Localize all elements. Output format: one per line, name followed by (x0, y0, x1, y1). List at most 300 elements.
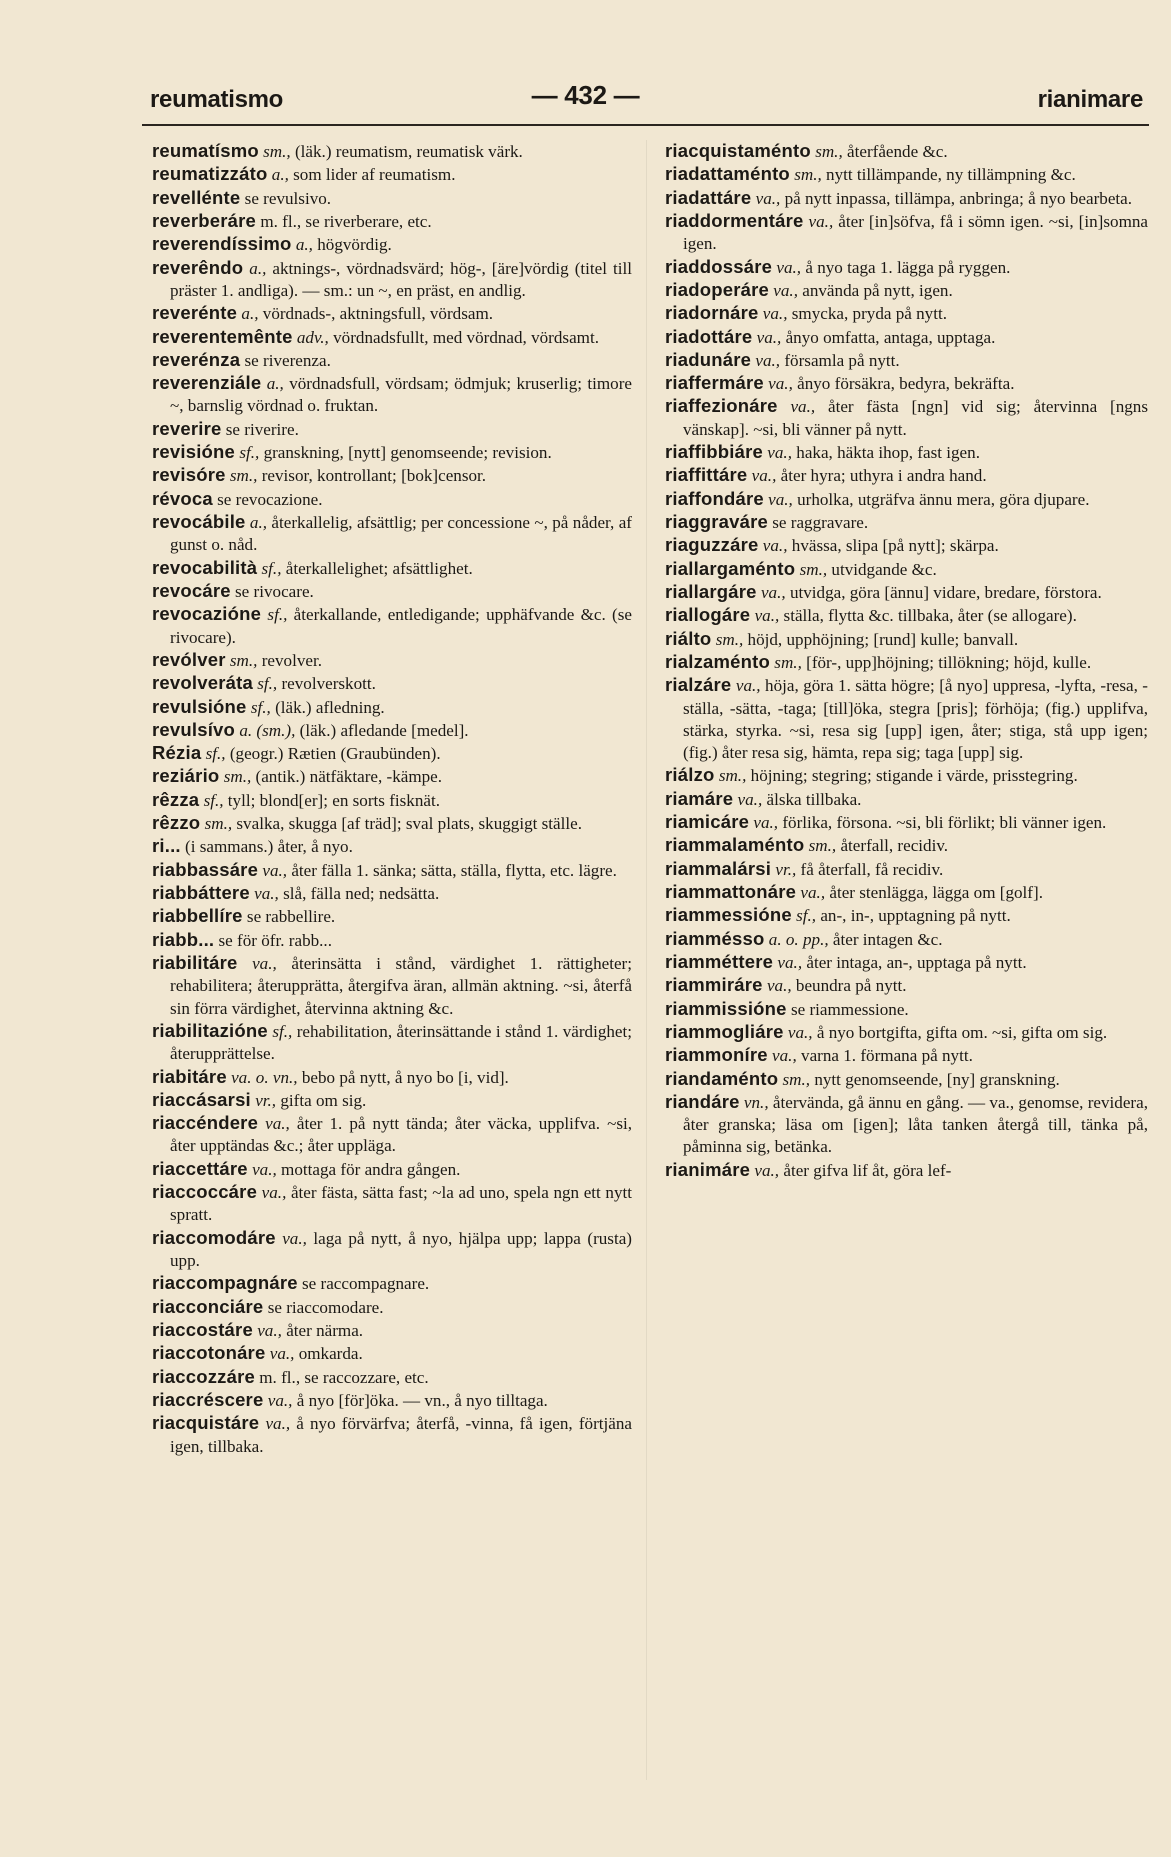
definition: åter närma. (286, 1320, 364, 1340)
headword: riammalársi (665, 857, 772, 879)
headword: revocabilità (152, 556, 258, 578)
definition: å nyo [för]öka. — vn., å nyo tilltaga. (296, 1390, 548, 1410)
page-number: — 432 — (531, 80, 640, 110)
headword: reverénza (152, 348, 241, 370)
grammar-label: va., (768, 374, 793, 394)
definition: se rabbellire. (246, 907, 336, 927)
dictionary-entry (665, 395, 1148, 441)
definition: (läk.) afledande [medel]. (299, 720, 469, 740)
grammar-label: va., (790, 397, 816, 417)
headword: riadottáre (665, 325, 753, 347)
grammar-label: va., (252, 953, 277, 973)
dictionary-entry (665, 604, 1148, 627)
headword: rianimáre (665, 1158, 751, 1180)
dictionary-entry (152, 1112, 632, 1158)
headword: riaccásarsi (152, 1088, 251, 1110)
grammar-label: va., (252, 1159, 277, 1179)
grammar-label: va., (265, 1414, 291, 1434)
dictionary-entry (152, 488, 632, 511)
dictionary-entry (665, 163, 1148, 186)
definition: återfående &c. (847, 142, 948, 161)
definition: nytt tillämpande, ny tillämpning &c. (826, 165, 1076, 185)
dictionary-entry (152, 187, 632, 210)
grammar-label: va., (766, 976, 792, 996)
definition: åter gifva lif åt, göra lef- (783, 1160, 952, 1180)
grammar-label: sm., (815, 142, 843, 161)
dictionary-entry (152, 326, 632, 349)
definition: smycka, pryda på nytt. (791, 304, 947, 324)
grammar-label: a., (266, 374, 284, 394)
dictionary-entry (665, 881, 1148, 904)
grammar-label: va., (262, 860, 288, 880)
headword: riammissióne (665, 997, 787, 1019)
definition: se rivocare. (235, 581, 314, 601)
definition: urholka, utgräfva ännu mera, göra djupare. (797, 489, 1090, 509)
right-column (665, 140, 1148, 1182)
grammar-label: va., (269, 1344, 295, 1364)
headword: revocazióne (152, 603, 262, 625)
grammar-label: sm., (229, 650, 258, 670)
definition: som lider af reumatism. (293, 165, 456, 185)
header-rule (142, 124, 1149, 126)
headword: riadornáre (665, 302, 759, 324)
definition: utvidgande &c. (831, 559, 937, 579)
dictionary-entry (152, 1389, 632, 1412)
definition: höjning; stegring; stigande i värde, prisstegring. (750, 766, 1078, 786)
dictionary-entry (665, 1159, 1148, 1182)
grammar-label: va., (787, 1022, 813, 1042)
dictionary-entry (152, 812, 632, 835)
headword: riabbellíre (152, 905, 243, 927)
definition: vördnadsfullt, med vördnad, vördsamt. (333, 327, 599, 347)
grammar-label: sf., (272, 1021, 293, 1041)
grammar-label: sf., (257, 674, 278, 694)
headword: revolveráta (152, 672, 253, 694)
headword: riálzo (665, 764, 715, 786)
headword: reverire (152, 417, 222, 439)
dictionary-entry (665, 256, 1148, 279)
headword: riallogáre (665, 604, 751, 626)
definition: aktnings-, vördnadsvärd; hög-, [äre]vördig (titel till präster 1. andliga). — sm.: un ~, en präst, en andlig. (170, 258, 632, 300)
definition: se raggravare. (772, 513, 869, 532)
headword: reziário (152, 765, 220, 787)
headword: riamméssо (665, 927, 765, 949)
definition: ställa, flytta &c. tillbaka, åter (se allogare). (783, 606, 1077, 626)
headword: riammiráre (665, 974, 763, 996)
headword: riaccréscere (152, 1388, 264, 1410)
headword: revocáre (152, 579, 231, 601)
dictionary-entry (665, 951, 1148, 974)
headword: riaffezionáre (665, 395, 778, 417)
headword: riaccozzáre (152, 1365, 255, 1387)
headword: riacquistáre (152, 1412, 260, 1434)
headword: riabilitáre (152, 951, 238, 973)
headword: riamáre (665, 787, 734, 809)
grammar-label: sf., (239, 443, 260, 463)
definition: omkarda. (298, 1344, 363, 1364)
dictionary-entry (665, 488, 1148, 511)
dictionary-entry (665, 210, 1148, 256)
headword: riálto (665, 627, 712, 649)
grammar-label: va., (808, 211, 834, 231)
dictionary-entry (152, 557, 632, 580)
dictionary-entry (152, 1366, 632, 1389)
definition: slå, fälla ned; nedsätta. (283, 884, 440, 903)
definition: varna 1. förmana på nytt. (801, 1046, 973, 1066)
grammar-label: a. o. pp., (768, 929, 829, 949)
dictionary-entry (152, 372, 632, 418)
headword: reverentemênte (152, 325, 293, 347)
definition: [för-, upp]höjning; tillökning; höjd, kulle. (806, 652, 1092, 672)
definition: åter stenlägga, lägga om [golf]. (829, 883, 1043, 902)
dictionary-entry (152, 210, 632, 233)
definition: revolverskott. (281, 674, 376, 694)
dictionary-entry (665, 326, 1148, 349)
headword: riammessióne (665, 904, 792, 926)
grammar-label: sm., (808, 836, 837, 856)
headword: reverêndo (152, 256, 244, 278)
definition: vördnads-, aktningsfull, vördsam. (262, 304, 494, 324)
dictionary-entry (665, 441, 1148, 464)
headword: riaffermáre (665, 372, 764, 394)
grammar-label: sm., (223, 767, 252, 787)
dictionary-entry (152, 789, 632, 812)
running-head-left: reumatismo (150, 86, 284, 113)
dictionary-entry (152, 835, 632, 858)
definition: nytt genomseende, [ny] granskning. (814, 1069, 1060, 1089)
headword: riamicáre (665, 811, 750, 833)
dictionary-entry (665, 858, 1148, 881)
headword: riabb... (152, 928, 215, 950)
definition: (läk.) afledning. (275, 697, 385, 717)
grammar-label: va., (755, 188, 781, 208)
grammar-label: va., (282, 1228, 307, 1248)
dictionary-entry (152, 1342, 632, 1365)
definition: vördnadsfull, vördsam; ödmjuk; kruserlig; timore ~, barnslig vördnad o. fruktan. (170, 374, 632, 416)
dictionary-entry (665, 628, 1148, 651)
definition: m. fl., se riverberare, etc. (260, 211, 432, 231)
headword: rialzáre (665, 674, 732, 696)
definition: laga på nytt, å nyo, hjälpa upp; lappa (rusta) upp. (170, 1228, 632, 1270)
grammar-label: sm., (799, 559, 828, 579)
headword: riallargáre (665, 580, 757, 602)
grammar-label: va., (762, 536, 788, 556)
headword: revellénte (152, 186, 241, 208)
definition: församla på nytt. (784, 350, 900, 370)
grammar-label: va. o. vn., (231, 1067, 298, 1087)
grammar-label: vr., (775, 859, 797, 879)
headword: riacconciáre (152, 1295, 264, 1317)
definition: återfall, recidiv. (840, 836, 949, 856)
definition: utvidga, göra [ännu] vidare, bredare, förstora. (789, 582, 1102, 602)
headword: revulsióne (152, 695, 247, 717)
headword: riaddossáre (665, 255, 773, 277)
headword: riammogliáre (665, 1020, 784, 1042)
definition: åter intaga, an-, upptaga på nytt. (806, 952, 1027, 972)
dictionary-entry (665, 372, 1148, 395)
headword: riammattonáre (665, 881, 797, 902)
headword: riaccotonáre (152, 1342, 266, 1364)
headword: ri... (152, 835, 181, 857)
headword: riallargaménto (665, 557, 796, 579)
grammar-label: va., (800, 883, 826, 902)
grammar-label: sm., (229, 466, 258, 486)
dictionary-entry (665, 1021, 1148, 1044)
grammar-label: va., (776, 257, 802, 277)
definition: åter fästa, sätta fast; ~la ad uno, spela ngn ett nytt spratt. (170, 1183, 632, 1225)
definition: haka, häkta ihop, fast igen. (796, 443, 980, 463)
grammar-label: va., (737, 789, 763, 809)
definition: (läk.) reumatism, reumatisk värk. (294, 142, 523, 161)
definition: bebo på nytt, å nyo bo [i, vid]. (301, 1067, 509, 1087)
dictionary-entry (665, 1091, 1148, 1159)
definition: högvördig. (317, 235, 392, 255)
headword: révoca (152, 487, 213, 509)
headword: riabbáttere (152, 882, 250, 903)
dictionary-entry (665, 581, 1148, 604)
definition: mottaga för andra gången. (281, 1159, 461, 1179)
dictionary-entry (665, 464, 1148, 487)
dictionary-entry (152, 1066, 632, 1089)
dictionary-entry (152, 649, 632, 672)
headword: riaccoccáre (152, 1181, 258, 1203)
definition: (antik.) nätfäktare, -kämpe. (255, 767, 443, 787)
dictionary-entry (152, 163, 632, 186)
definition: gifta om sig. (280, 1090, 367, 1110)
definition: förlika, försona. ~si, bli förlikt; bli vänner igen. (782, 813, 1107, 833)
grammar-label: va., (767, 443, 792, 463)
grammar-label: sf., (267, 605, 288, 625)
headword: riaccettáre (152, 1157, 248, 1179)
definition: åter 1. på nytt tända; åter väcka, upplifva. ~si, åter upptändas &c.; åter uppläga. (170, 1114, 632, 1156)
dictionary-entry (152, 952, 632, 1020)
grammar-label: vn., (743, 1092, 769, 1112)
grammar-label: a., (249, 513, 268, 532)
definition: se raccompagnare. (302, 1274, 430, 1294)
dictionary-entry (152, 1020, 632, 1066)
dictionary-entry (152, 603, 632, 649)
headword: riaddormentáre (665, 209, 804, 231)
headword: riacquistaménto (665, 140, 811, 161)
definition: beundra på nytt. (795, 976, 907, 996)
headword: riaffondáre (665, 487, 764, 509)
dictionary-entry (665, 974, 1148, 997)
definition: å nyo förvärfva; återfå, -vinna, få igen, förtjäna igen, tillbaka. (170, 1414, 632, 1456)
definition: se riammessione. (790, 999, 909, 1019)
definition: se revulsivo. (244, 188, 332, 208)
definition: m. fl., se raccozzare, etc. (259, 1367, 429, 1387)
grammar-label: va., (773, 280, 798, 300)
headword: riabilitazióne (152, 1019, 268, 1041)
grammar-label: sf., (203, 790, 224, 810)
dictionary-entry (152, 464, 632, 487)
grammar-label: va., (753, 813, 779, 833)
headword: riadattáre (665, 186, 752, 208)
definition: se revocazione. (217, 489, 323, 509)
grammar-label: a., (295, 235, 313, 255)
definition: hvässa, slipa [på nytt]; skärpa. (791, 536, 999, 556)
dictionary-entry (665, 302, 1148, 325)
dictionary-entry (665, 511, 1148, 534)
dictionary-entry (152, 929, 632, 952)
dictionary-entry (152, 580, 632, 603)
dictionary-entry (665, 534, 1148, 557)
dictionary-entry (665, 904, 1148, 927)
definition: åter fälla 1. sänka; sätta, ställa, flytta, etc. lägre. (291, 860, 617, 880)
definition: få återfall, få recidiv. (800, 859, 944, 879)
definition: (geogr.) Rætien (Graubünden). (229, 744, 441, 764)
headword: revisóre (152, 464, 226, 486)
grammar-label: sm., (204, 814, 233, 834)
grammar-label: va., (756, 327, 782, 347)
definition: (i sammans.) åter, å nyo. (185, 837, 353, 857)
dictionary-entry (152, 859, 632, 882)
headword: riadunáre (665, 348, 752, 370)
definition: höja, göra 1. sätta högre; [å nyo] uppresa, -lyfta, -resa, -ställa, -sätta, -taga; [till]öka, stegra [pris]; förhöja; (fig.) upplifva, stärka, styrka. ~si, resa sig [upp] igen, åter; stiga, stå upp igen; (fig.) åter resa sig, hämta, repa sig; taga [upp] sig. (683, 676, 1149, 763)
grammar-label: vr., (255, 1090, 277, 1110)
headword: riaccomodáre (152, 1226, 276, 1248)
grammar-label: sm., (263, 142, 291, 161)
dictionary-entry (152, 905, 632, 928)
definition: rehabilitation, återinsättande i stånd 1. värdighet; återupprättelse. (170, 1021, 633, 1064)
headword: revocábile (152, 511, 246, 532)
headword: riandaménto (665, 1067, 779, 1089)
dictionary-entry (152, 1412, 632, 1458)
definition: tyll; blond[er]; en sorts fisknät. (227, 790, 441, 810)
dictionary-entry (665, 998, 1148, 1021)
definition: älska tillbaka. (766, 789, 862, 809)
definition: se för öfr. rabb... (218, 930, 332, 950)
headword: revulsívo (152, 718, 236, 740)
headword: reumatísmo (152, 140, 259, 161)
dictionary-entry (152, 349, 632, 372)
dictionary-entry (152, 1272, 632, 1295)
dictionary-entry (152, 302, 632, 325)
definition: revisor, kontrollant; [bok]censor. (261, 466, 487, 486)
dictionary-entry (152, 418, 632, 441)
definition: se riaccomodare. (267, 1297, 384, 1317)
headword: reverénte (152, 302, 238, 324)
grammar-label: sm., (774, 652, 802, 672)
dictionary-entry (152, 765, 632, 788)
definition: åter intagen &c. (832, 929, 943, 949)
definition: ånyo försäkra, bedyra, bekräfta. (797, 374, 1015, 394)
dictionary-entry (152, 1296, 632, 1319)
headword: rêzzo (152, 812, 201, 834)
grammar-label: sm., (782, 1069, 811, 1089)
grammar-label: va., (772, 1046, 797, 1066)
dictionary-entry (665, 764, 1148, 787)
dictionary-entry (152, 233, 632, 256)
headword: revólver (152, 648, 226, 670)
dictionary-entry (665, 928, 1148, 951)
left-column (152, 140, 632, 1458)
dictionary-entry (152, 672, 632, 695)
headword: riaggraváre (665, 511, 768, 532)
definition: å nyo bortgifta, gifta om. ~si, gifta om sig. (816, 1022, 1108, 1042)
grammar-label: va., (257, 1320, 282, 1340)
dictionary-entry (152, 1181, 632, 1227)
headword: reverberáre (152, 209, 257, 231)
definition: svalka, skugga [af träd]; sval plats, skuggigt ställe. (236, 814, 583, 834)
definition: ånyo omfatta, antaga, upptaga. (785, 327, 996, 347)
dictionary-entry (152, 1319, 632, 1342)
definition: å nyo taga 1. lägga på ryggen. (805, 257, 1011, 277)
headword: riabitáre (152, 1065, 227, 1087)
definition: an-, in-, upptagning på nytt. (820, 906, 1011, 926)
definition: se riverenza. (244, 350, 331, 370)
definition: återkallande, entledigande; upphäfvande &c. (se rivocare). (170, 605, 632, 647)
dictionary-entry (665, 811, 1148, 834)
grammar-label: va., (755, 350, 781, 370)
grammar-label: va., (754, 606, 780, 626)
grammar-label: a. (sm.), (239, 720, 296, 740)
definition: se riverire. (225, 419, 299, 439)
headword: riaguzzáre (665, 534, 759, 556)
column-gutter (646, 140, 647, 1780)
grammar-label: va., (762, 304, 788, 324)
dictionary-entry (152, 1227, 632, 1273)
grammar-label: sm., (715, 629, 744, 649)
headword: riaffibbiáre (665, 441, 764, 463)
dictionary-entry (665, 279, 1148, 302)
grammar-label: va., (754, 1160, 780, 1180)
headword: rialzaménto (665, 650, 771, 672)
dictionary-entry (152, 257, 632, 303)
headword: riaffittáre (665, 464, 748, 486)
headword: riaccéndere (152, 1112, 259, 1134)
grammar-label: va., (254, 884, 279, 903)
grammar-label: a., (249, 258, 267, 278)
dictionary-entry (665, 187, 1148, 210)
dictionary-entry (665, 349, 1148, 372)
dictionary-entry (665, 674, 1148, 764)
grammar-label: va., (768, 489, 793, 509)
grammar-label: va., (735, 676, 761, 696)
definition: återvända, gå ännu en gång. — va., genomse, revidera, åter granska; läsa om [igen]; låta tanken återgå till, tänka på, påminna sig, betänka. (683, 1092, 1148, 1157)
definition: återinsätta i stånd, värdighet 1. rättigheter; rehabilitera; återupprätta, återgifva äran, allmän aktning. ~si, återfå sin förra värdighet, återvinna aktning &c. (170, 953, 632, 1018)
grammar-label: sf., (796, 906, 817, 926)
grammar-label: a., (271, 165, 289, 185)
dictionary-entry (152, 882, 632, 905)
dictionary-entry (152, 719, 632, 742)
dictionary-entry (665, 1044, 1148, 1067)
definition: åter fästa [ngn] vid sig; återvinna [ngns vänskap]. ~si, bli vänner på nytt. (683, 397, 1149, 439)
headword: riaccompagnáre (152, 1272, 298, 1294)
definition: åter [in]söfva, få i sömn igen. ~si, [in]somna igen. (683, 211, 1148, 254)
grammar-label: sf., (261, 558, 282, 578)
headword: reumatizzáto (152, 163, 268, 185)
definition: återkallelighet; afsättlighet. (285, 558, 473, 578)
definition: granskning, [nytt] genomseende; revision. (263, 443, 552, 463)
dictionary-entry (152, 696, 632, 719)
headword: revisióne (152, 441, 236, 463)
headword: Rézia (152, 742, 202, 764)
grammar-label: adv., (296, 327, 329, 347)
headword: reverenziále (152, 372, 262, 394)
grammar-label: a., (241, 304, 259, 324)
headword: riadoperáre (665, 278, 769, 300)
definition: åter hyra; uthyra i andra hand. (780, 466, 987, 486)
running-head-right: rianimare (1037, 86, 1143, 113)
dictionary-entry (665, 140, 1148, 163)
dictionary-entry (665, 558, 1148, 581)
headword: rêzza (152, 788, 200, 810)
grammar-label: va., (261, 1183, 287, 1203)
grammar-label: sm., (794, 165, 822, 185)
grammar-label: sf., (205, 744, 226, 764)
headword: riammalaménto (665, 834, 805, 856)
